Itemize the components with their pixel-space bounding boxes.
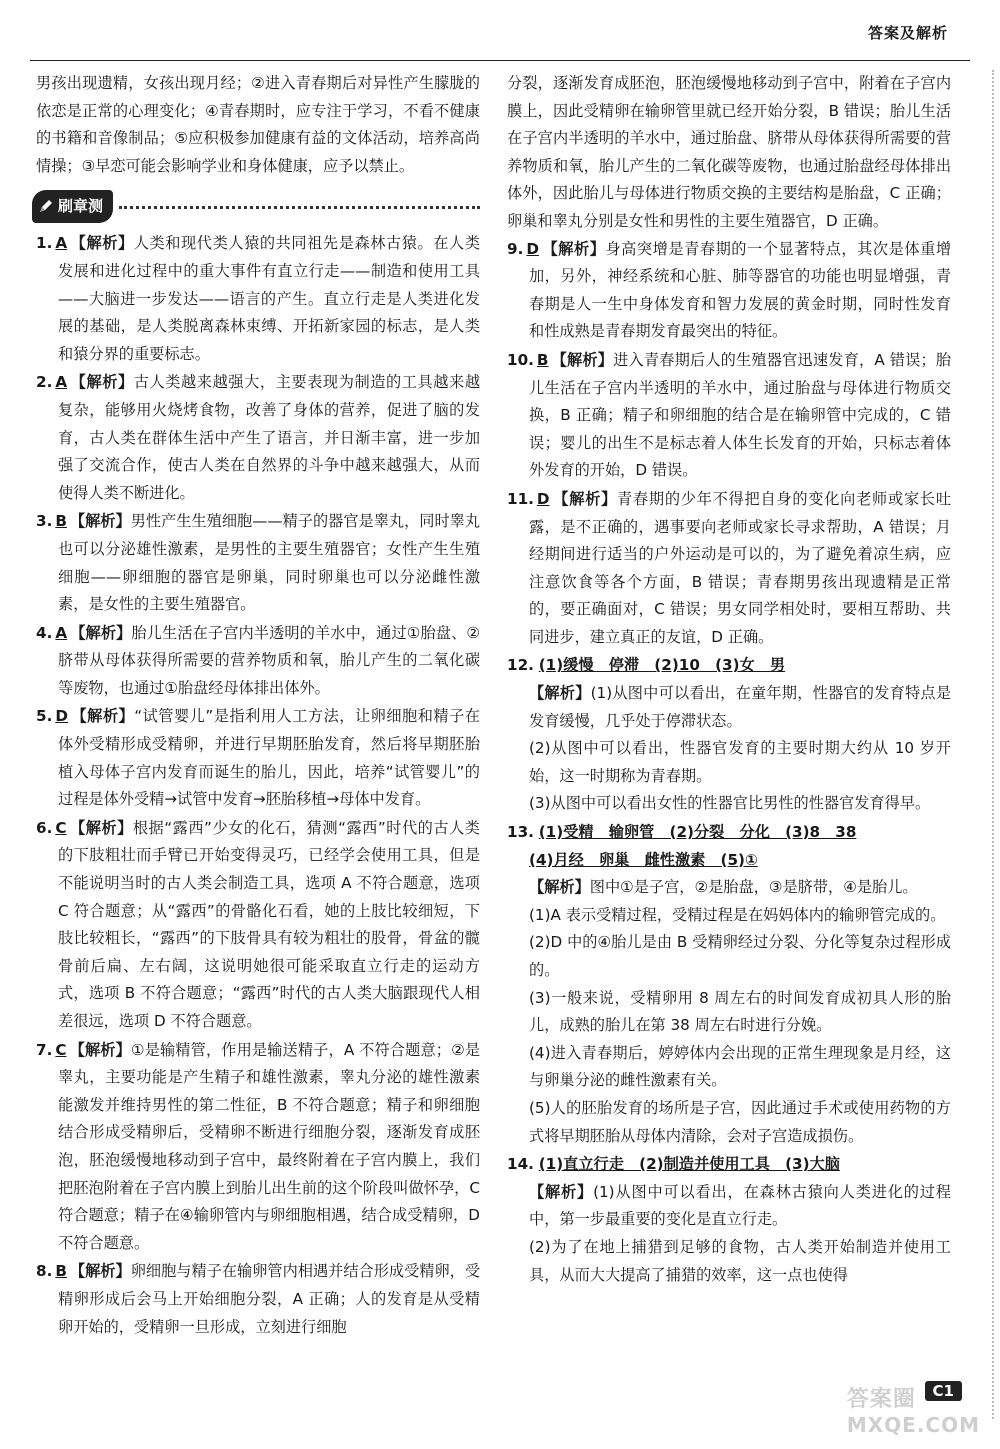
left-answer-list	[36, 230, 480, 1341]
q13-line-1: (2)D 中的④胎儿是由 B 受精卵经过分裂、分化等复杂过程形成的。	[529, 933, 951, 979]
item-answer: D	[536, 489, 550, 508]
answer-item	[36, 1258, 480, 1341]
analysis-text: 根据“露西”少女的化石，猜测“露西”时代的古人类的下肢粗壮而手臂已开始变得灵巧，已经学会使用工具，但是不能说明当时的古人类会制造工具，选项 A 不符合题意，选项 C 符合题意；从“露西”的骨骼化石看，她的上肢比较细短，下肢比较粗长，“露西”的下肢骨具有较为粗壮的股骨，骨盆的髋骨前后扁、左右阔，这说明她很可能采取直立行走的运动方式，选项 B 不符合题意；“露西”时代的古人类大脑跟现代人相差很远，选项 D 不符合题意。	[58, 818, 480, 1030]
side-dotted-rule	[992, 70, 994, 1419]
q12-answer-line	[507, 652, 951, 680]
item-answer: B	[536, 350, 549, 369]
q14-line-1: (2)为了在地上捕猎到足够的食物，古人类开始制造并使用工具，从而大大提高了捕猎的效率，这一点也使得	[529, 1237, 951, 1284]
answer-item	[507, 236, 951, 346]
q13-number: 13.	[507, 823, 534, 842]
answer-item	[36, 230, 480, 368]
section-title: 刷章测	[58, 196, 104, 215]
q13-answer-1: (1)受精 输卵管 (2)分裂 分化 (3)8 38	[538, 823, 857, 842]
item-number: 2.	[36, 373, 53, 392]
pencil-icon	[38, 198, 54, 214]
analysis-text: 卵细胞与精子在输卵管内相遇并结合形成受精卵，受精卵形成后会马上开始细胞分裂，A 正确；人的发育是从受精卵开始的，受精卵一旦形成，立刻进行细胞	[58, 1262, 481, 1336]
q13-answer-line-2	[507, 847, 951, 875]
analysis-text: 人类和现代类人猿的共同祖先是森林古猿。在人类发展和进化过程中的重大事件有直立行走——制造和使用工具——大脑进一步发达——语言的产生。直立行走是人类进化发展的基础，是人类脱离森林束缚、开拓新家园的标志，是人类和猿分界的重要标志。	[58, 234, 481, 363]
analysis-tag: 【解析】	[69, 512, 131, 531]
question-12	[507, 652, 951, 818]
item-number: 3.	[36, 512, 53, 531]
item-answer: A	[55, 234, 68, 253]
q12-number: 12.	[507, 656, 534, 675]
answer-item	[36, 703, 480, 813]
analysis-text: 青春期的少年不得把自身的变化向老师或家长吐露，是不正确的，遇事要向老师或家长寻求帮助，A 错误；月经期间进行适当的户外运动是可以的，为了避免着凉生病，应注意饮食等各个方面，B 错误；青春期男孩出现遗精是正常的，要正确面对，C 错误；男女同学相处时，要相互帮助、共同进步，建立真正的友谊，D 正确。	[529, 489, 952, 646]
analysis-text: ①是输精管，作用是输送精子，A 不符合题意；②是睾丸，主要功能是产生精子和雄性激素，睾丸分泌的雄性激素能激发并维持男性的第二性征，B 不符合题意；精子和卵细胞结合形成受精卵后，受精卵不断进行细胞分裂，逐渐发育成胚泡，胚泡缓慢地移动到子宫中，最终附着在子宫内膜上，我们把胚泡附着在子宫内膜上到胎儿出生前的这个阶段叫做怀孕，C 符合题意；精子在④输卵管内与卵细胞相遇，结合成受精卵，D 不符合题意。	[58, 1040, 481, 1252]
analysis-tag: 【解析】	[551, 350, 614, 369]
q14-answer: (1)直立行走 (2)制造并使用工具 (3)大脑	[538, 1155, 840, 1174]
q13-line-3: (4)进入青春期后，婷婷体内会出现的正常生理现象是月经，这与卵巢分泌的雌性激素有关。	[529, 1043, 951, 1090]
q13-line-2: (3)一般来说，受精卵用 8 周左右的时间发育成初具人形的胎儿，成熟的胎儿在第 38 周左右时进行分娩。	[529, 988, 951, 1035]
q13-analysis-first	[507, 874, 951, 902]
analysis-text: 男性产生生殖细胞——精子的器官是睾丸，同时睾丸也可以分泌雄性激素，是男性的主要生殖器官；女性产生生殖细胞——卵细胞的器官是卵巢，同时卵巢也可以分泌雌性激素，是女性的主要生殖器官。	[58, 512, 481, 614]
analysis-tag: 【解析】	[70, 234, 134, 253]
q12-answer: (1)缓慢 停滞 (2)10 (3)女 男	[538, 656, 786, 675]
answer-item	[507, 347, 951, 485]
right-answer-list	[507, 236, 951, 652]
q14-tag: 【解析】	[529, 1182, 594, 1201]
q12-line-1: (2)从图中可以看出，性器官发育的主要时期大约从 10 岁开始，这一时期称为青春期。	[529, 739, 951, 785]
q12-line-0: (1)从图中可以看出，在童年期，性器官的发育特点是发育缓慢，几乎处于停滞状态。	[529, 684, 952, 730]
answer-item	[36, 369, 480, 507]
answer-item	[36, 1037, 480, 1258]
watermark-logo	[847, 1382, 980, 1437]
item-answer: B	[55, 1262, 67, 1281]
answer-item	[507, 486, 951, 652]
banner-dots	[119, 206, 480, 209]
q13-first: 图中①是子宫，②是胎盘，③是脐带，④是胎儿。	[589, 878, 918, 897]
q12-line-2: (3)从图中可以看出女性的性器官比男性的性器官发育得早。	[529, 794, 931, 813]
left-column	[36, 70, 480, 1342]
analysis-text: 身高突增是青春期的一个显著特点，其次是体重增加，另外，神经系统和心脏、肺等器官的功能也明显增强，青春期是人一生中身体发育和智力发展的黄金时期，同时性发育和性成熟是青春期发育最突出的特征。	[529, 239, 952, 341]
item-number: 8.	[36, 1262, 53, 1281]
analysis-tag: 【解析】	[69, 1040, 131, 1059]
item-number: 11.	[507, 489, 534, 508]
right-column	[507, 70, 951, 1290]
analysis-text: 古人类越来越强大，主要表现为制造的工具越来越复杂，能够用火烧烤食物，改善了身体的营养，促进了脑的发育，古人类在群体生活中产生了语言，并日渐丰富，进一步加强了交流合作，使古人类在自然界的斗争中越来越强大，从而使得人类不断进化。	[58, 373, 481, 502]
watermark-line-1: 答案圈	[846, 1387, 916, 1412]
q13-answer-2: (4)月经 卵巢 雌性激素 (5)①	[529, 850, 758, 869]
section-badge	[32, 190, 113, 224]
q14-answer-line	[507, 1151, 951, 1179]
analysis-tag: 【解析】	[70, 707, 135, 726]
analysis-text: 胎儿生活在子宫内半透明的羊水中，通过①胎盘、②脐带从母体获得所需要的营养物质和氧，胎儿产生的二氧化碳等废物，也通过①胎盘经母体排出体外。	[58, 623, 481, 697]
answer-item	[36, 620, 480, 703]
q13-answer-line-1	[507, 819, 951, 847]
analysis-tag: 【解析】	[70, 623, 132, 642]
header-title: 答案及解析	[867, 24, 948, 42]
question-13	[507, 819, 951, 1150]
item-answer: C	[55, 818, 67, 837]
q13-line-0: (1)A 表示受精过程，受精过程是在妈妈体内的输卵管完成的。	[529, 905, 946, 924]
analysis-tag: 【解析】	[541, 239, 606, 258]
analysis-tag: 【解析】	[69, 818, 133, 837]
item-answer: C	[55, 1040, 67, 1059]
answer-item	[36, 815, 480, 1036]
item-number: 6.	[36, 818, 53, 837]
item-number: 10.	[507, 350, 534, 369]
item-number: 5.	[36, 707, 53, 726]
q12-tag: 【解析】	[529, 684, 591, 703]
header-rule	[30, 60, 970, 61]
analysis-tag: 【解析】	[552, 489, 618, 508]
item-number: 9.	[507, 239, 524, 258]
section-banner	[32, 188, 480, 224]
q14-analysis-first	[507, 1179, 951, 1234]
q12-analysis-label	[507, 680, 951, 735]
intro-paragraph: 男孩出现遗精，女孩出现月经；②进入青春期后对异性产生朦胧的依恋是正常的心理变化；④青春期时，应专注于学习，不看不健康的书籍和音像制品；⑤应积极参加健康有益的文体活动，培养高尚情操；③早恋可能会影响学业和身体健康，应予以禁止。	[36, 74, 480, 175]
answer-item	[36, 508, 480, 618]
watermark-line-2: MXQE.COM	[846, 1413, 980, 1437]
item-number: 7.	[36, 1040, 53, 1059]
item-answer: A	[55, 623, 68, 642]
question-14	[507, 1151, 951, 1289]
q13-line-4: (5)人的胚胎发育的场所是子宫，因此通过手术或使用药物的方式将早期胚胎从母体内清除，会对子宫造成损伤。	[529, 1098, 951, 1145]
page-number-badge: C1	[925, 1381, 962, 1401]
item-answer: B	[55, 512, 67, 531]
item-answer: A	[55, 373, 68, 392]
analysis-text: 进入青春期后人的生殖器官迅速发育，A 错误；胎儿生活在子宫内半透明的羊水中，通过胎盘与母体进行物质交换，B 正确；精子和卵细胞的结合是在输卵管中完成的，C 错误；婴儿的出生不是标志着人体生长发育的开始，只标志着体外发育的开始，D 错误。	[529, 350, 952, 480]
item-number: 1.	[36, 234, 53, 253]
analysis-tag: 【解析】	[69, 1262, 131, 1281]
q14-line-0: (1)从图中可以看出，在森林古猿向人类进化的过程中，第一步最重要的变化是直立行走。	[529, 1182, 951, 1229]
analysis-tag: 【解析】	[70, 373, 134, 392]
item-answer: D	[55, 707, 68, 726]
item-answer: D	[526, 239, 539, 258]
q14-number: 14.	[507, 1155, 534, 1174]
q13-tag: 【解析】	[529, 878, 590, 897]
item-number: 4.	[36, 623, 53, 642]
analysis-text: “试管婴儿”是指利用人工方法，让卵细胞和精子在体外受精形成受精卵，并进行早期胚胎发育，然后将早期胚胎植入母体子宫内发育而诞生的胎儿，因此，培养“试管婴儿”的过程是体外受精→试管中发育→胚胎移植→母体中发育。	[58, 707, 480, 809]
continued-paragraph: 分裂，逐渐发育成胚泡，胚泡缓慢地移动到子宫中，附着在子宫内膜上，因此受精卵在输卵管里就已经开始分裂，B 错误；胎儿生活在子宫内半透明的羊水中，通过胎盘、脐带从母体获得所需要的营养物质和氧，胎儿产生的二氧化碳等废物，也通过胎盘经母体排出体外，因此胎儿与母体进行物质交换的主要结构是胎盘，C 正确；卵巢和睾丸分别是女性和男性的主要生殖器官，D 正确。	[507, 74, 951, 230]
